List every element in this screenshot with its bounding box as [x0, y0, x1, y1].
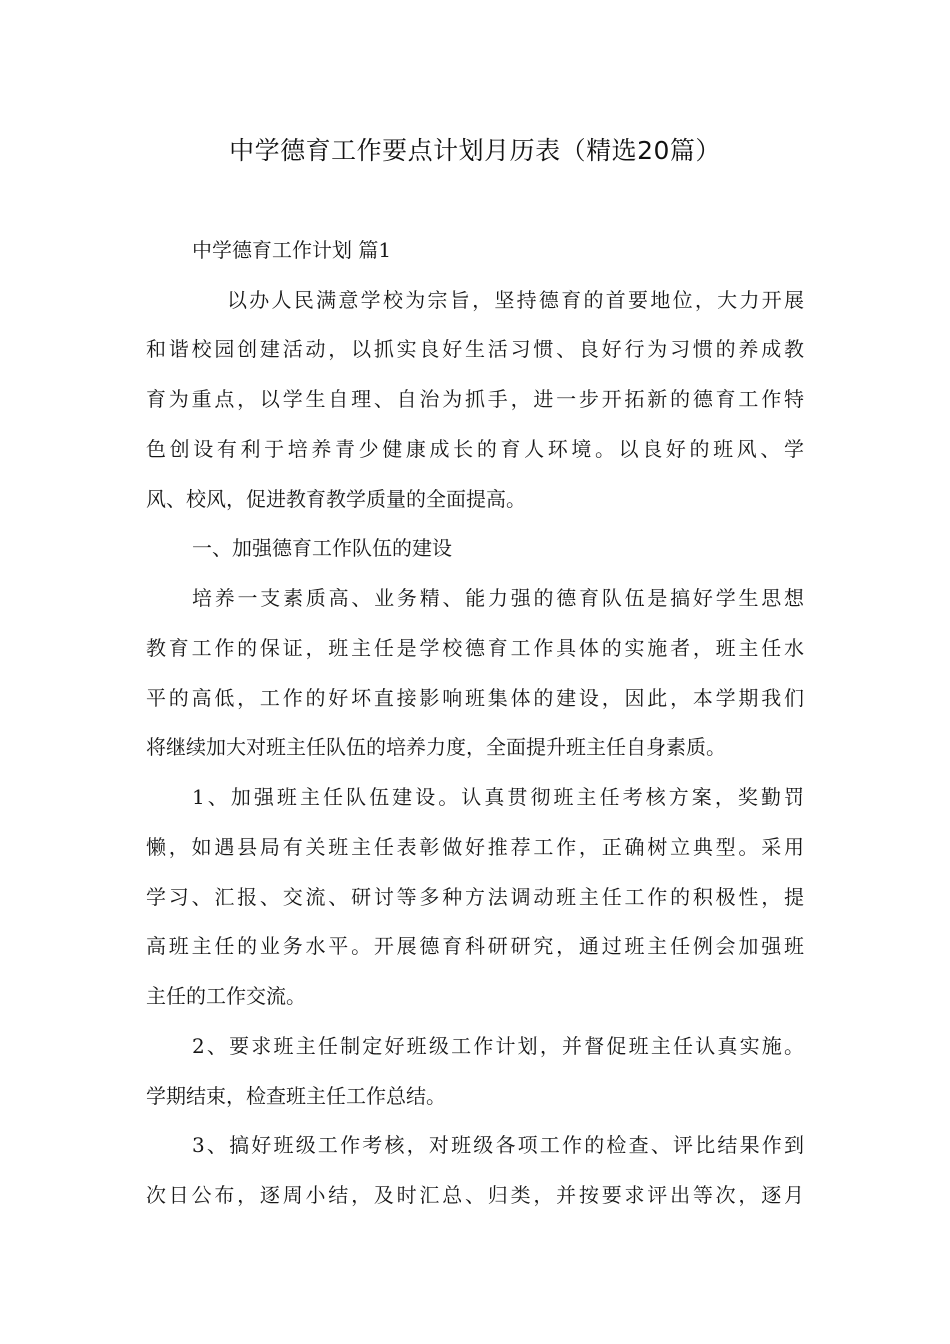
paragraph-line: 培养一支素质高、业务精、能力强的德育队伍是搞好学生思想: [192, 586, 804, 610]
paragraph-line: 以办人民满意学校为宗旨，坚持德育的首要地位，大力开展: [227, 288, 804, 312]
paragraph-line: 1、加强班主任队伍建设。认真贯彻班主任考核方案，奖勤罚: [192, 785, 804, 809]
paragraph-line: 次日公布，逐周小结，及时汇总、归类，并按要求评出等次，逐月: [146, 1183, 804, 1207]
paragraph-line: 育为重点，以学生自理、自治为抓手，进一步开拓新的德育工作特: [146, 387, 804, 411]
paragraph-line: 将继续加大对班主任队伍的培养力度，全面提升班主任自身素质。: [146, 735, 726, 759]
paragraph-line: 教育工作的保证，班主任是学校德育工作具体的实施者，班主任水: [146, 636, 804, 660]
paragraph-line: 2、要求班主任制定好班级工作计划，并督促班主任认真实施。: [192, 1034, 804, 1058]
document-title: 中学德育工作要点计划月历表（精选20篇）: [229, 136, 721, 165]
paragraph-line: 懒，如遇县局有关班主任表彰做好推荐工作，正确树立典型。采用: [146, 835, 804, 859]
paragraph-line: 学期结束，检查班主任工作总结。: [146, 1084, 446, 1108]
subheading: 一、加强德育工作队伍的建设: [192, 536, 452, 560]
paragraph-line: 和谐校园创建活动，以抓实良好生活习惯、良好行为习惯的养成教: [146, 337, 804, 361]
paragraph-line: 高班主任的业务水平。开展德育科研研究，通过班主任例会加强班: [146, 934, 804, 958]
paragraph-line: 色创设有利于培养青少健康成长的育人环境。以良好的班风、学: [146, 437, 804, 461]
paragraph-line: 学习、汇报、交流、研讨等多种方法调动班主任工作的积极性，提: [146, 885, 804, 909]
paragraph-line: 平的高低，工作的好坏直接影响班集体的建设，因此，本学期我们: [146, 686, 804, 710]
paragraph-line: 主任的工作交流。: [146, 984, 306, 1008]
paragraph-line: 3、搞好班级工作考核，对班级各项工作的检查、评比结果作到: [192, 1133, 804, 1157]
paragraph-line: 风、校风，促进教育教学质量的全面提高。: [146, 487, 526, 511]
section-heading: 中学德育工作计划 篇1: [192, 238, 392, 262]
